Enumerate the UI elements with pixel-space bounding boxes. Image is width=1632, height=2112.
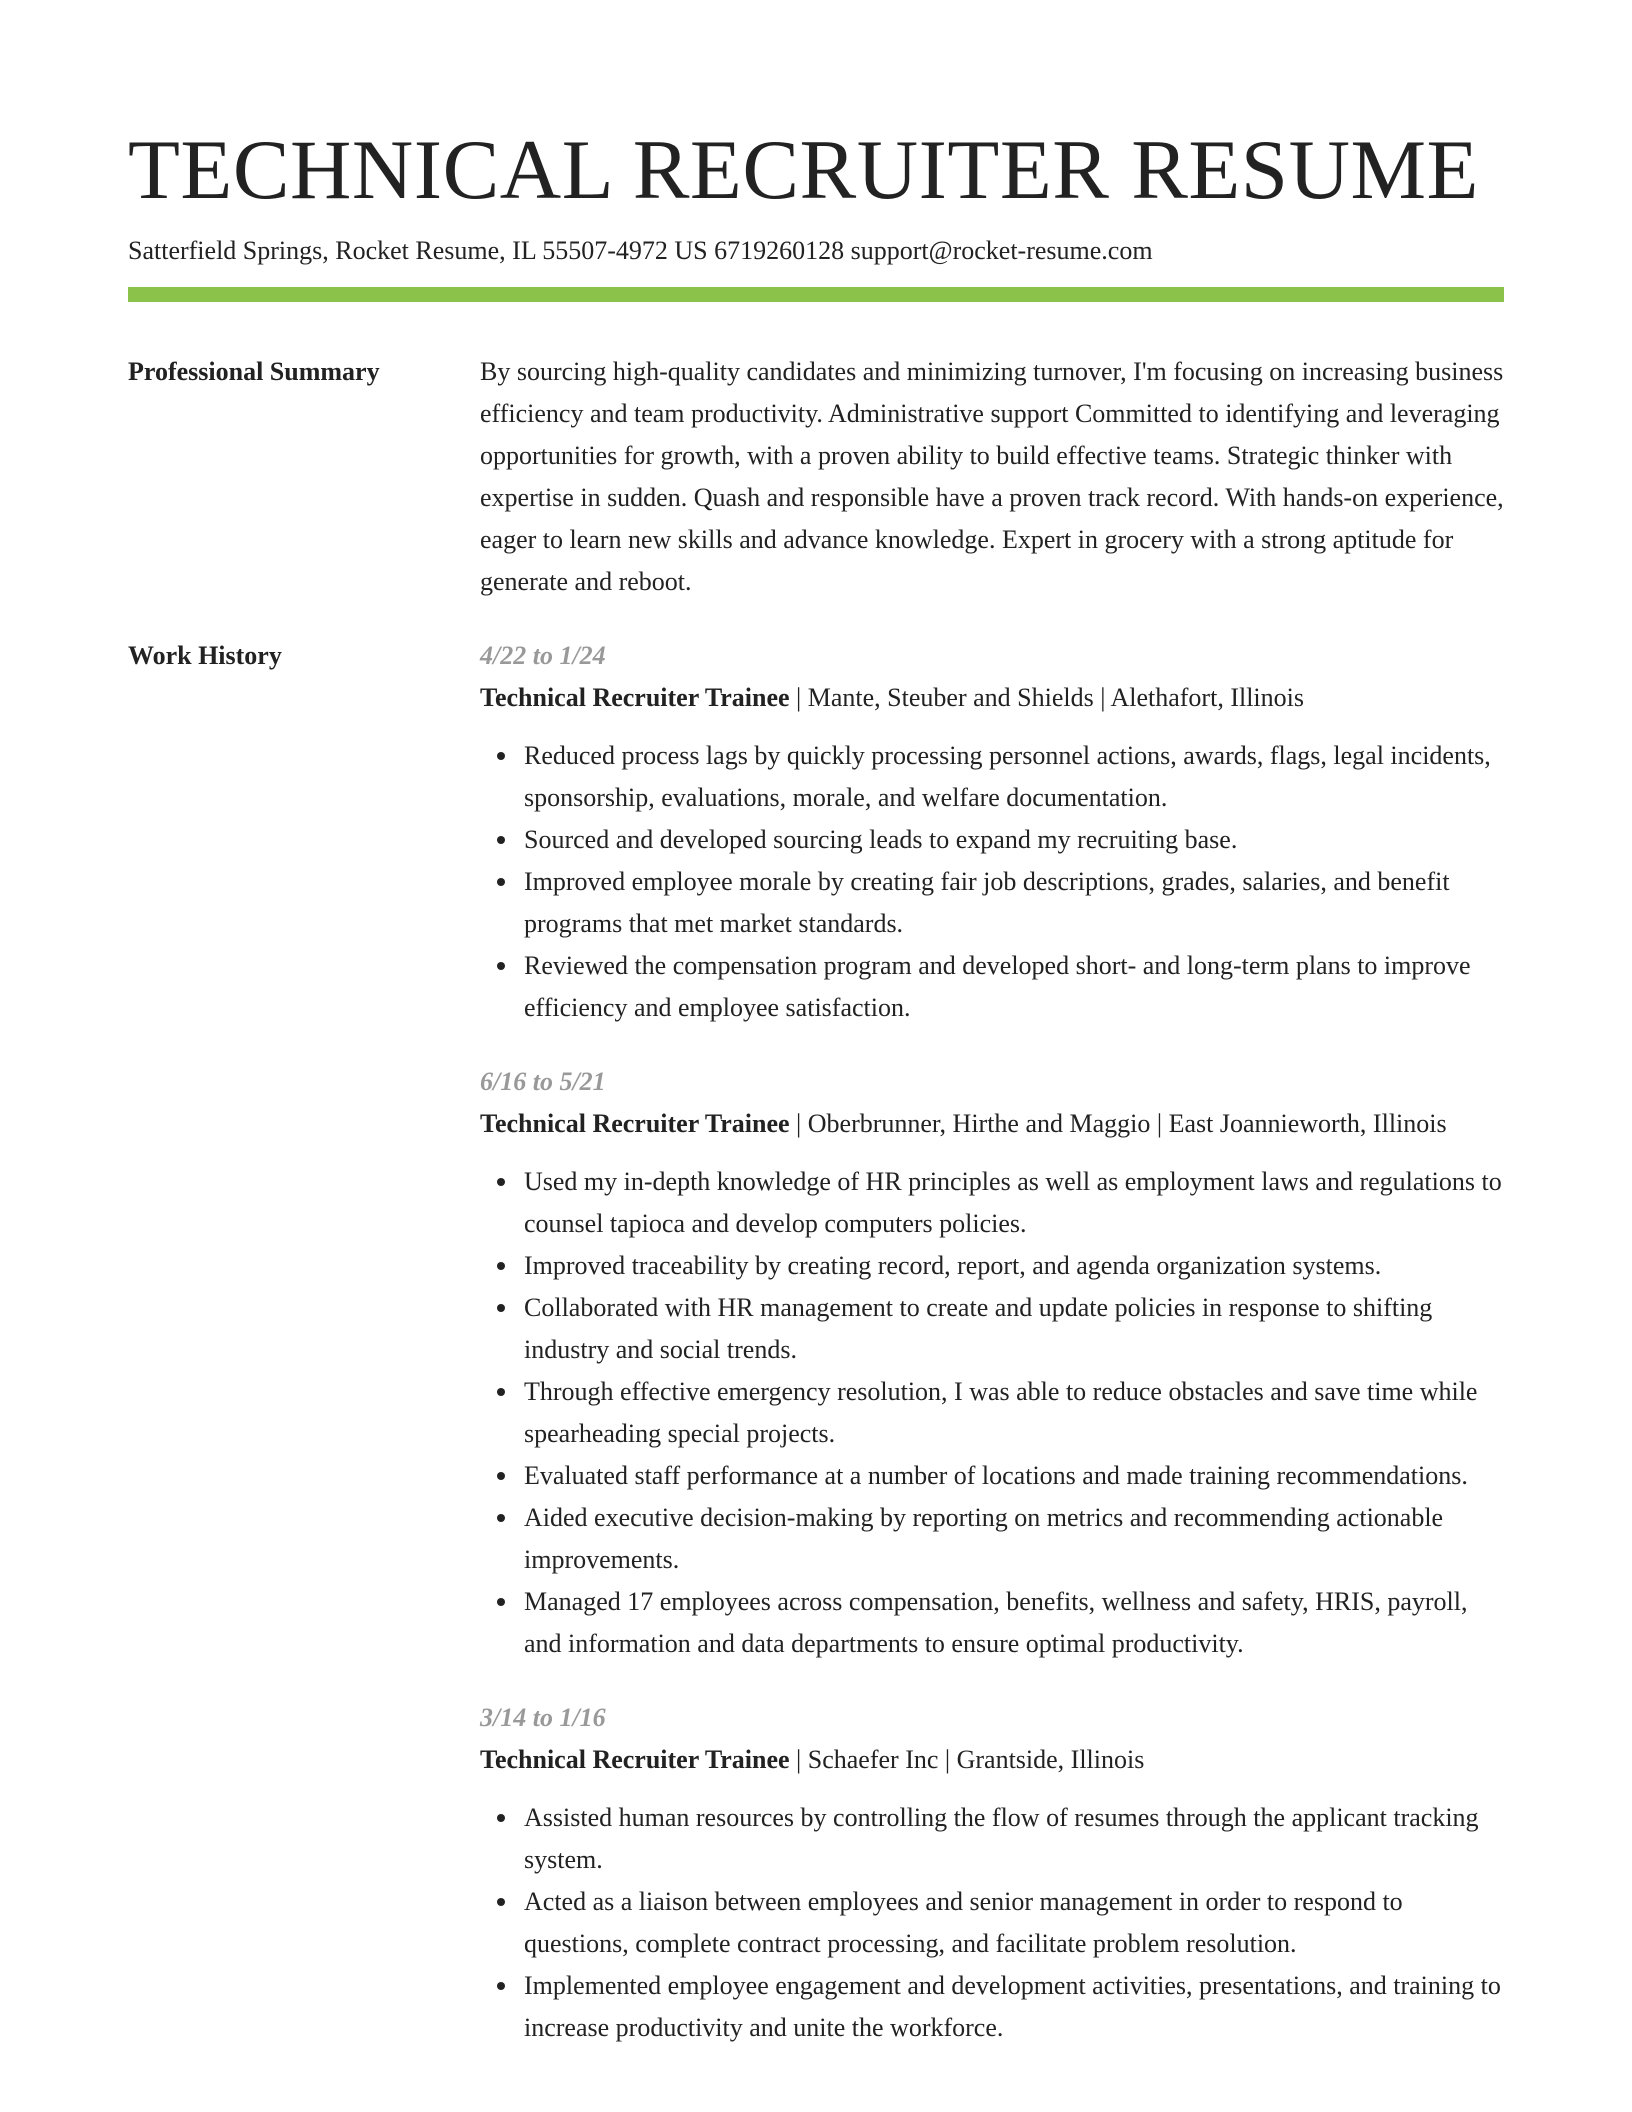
resume-page [128, 118, 1504, 2081]
contact-phone: 6719260128 [714, 236, 845, 265]
job-bullet: Assisted human resources by controlling the flow of resumes through the applicant tracking system. [524, 1797, 1504, 1881]
professional-summary-section [128, 351, 1504, 603]
job-title-line [480, 1103, 1504, 1145]
contact-email: support@rocket-resume.com [850, 236, 1153, 265]
job-entry [480, 635, 1504, 1029]
job-title: Technical Recruiter Trainee [480, 683, 790, 712]
job-bullet: Used my in-depth knowledge of HR principles as well as employment laws and regulations to counsel tapioca and develop computers policies. [524, 1161, 1504, 1245]
resume-title: TECHNICAL RECRUITER RESUME [128, 123, 1479, 217]
job-company-location: | Mante, Steuber and Shields | Alethafort, Illinois [789, 683, 1304, 712]
job-title-line [480, 677, 1504, 719]
job-bullet-list [480, 1161, 1504, 1665]
work-history-list [480, 635, 1504, 2081]
job-dates: 4/22 to 1/24 [480, 641, 606, 670]
job-entry [480, 1061, 1504, 1665]
job-company-location: | Schaefer Inc | Grantside, Illinois [789, 1745, 1145, 1774]
job-bullet-list [480, 1797, 1504, 2049]
job-title: Technical Recruiter Trainee [480, 1109, 790, 1138]
job-title-line [480, 1739, 1504, 1781]
job-bullet: Acted as a liaison between employees and senior management in order to respond to questions, complete contract processing, and facilitate problem resolution. [524, 1881, 1504, 1965]
summary-text: By sourcing high-quality candidates and minimizing turnover, I'm focusing on increasing business efficiency and team productivity. Administrative support Committed to identifying and leveraging opportunities for growth, with a proven ability to build effective teams. Strategic thinker with expertise in sudden. Quash and responsible have a proven track record. With hands-on experience, eager to learn new skills and advance knowledge. Expert in grocery with a strong aptitude for generate and reboot. [480, 357, 1504, 596]
section-heading-work-history: Work History [128, 641, 282, 670]
contact-line [128, 234, 1504, 268]
job-bullet: Reviewed the compensation program and developed short- and long-term plans to improve efficiency and employee satisfaction. [524, 945, 1504, 1029]
job-entry [480, 1697, 1504, 2049]
job-company-location: | Oberbrunner, Hirthe and Maggio | East Joannieworth, Illinois [789, 1109, 1447, 1138]
job-bullet: Aided executive decision-making by reporting on metrics and recommending actionable improvements. [524, 1497, 1504, 1581]
job-dates: 3/14 to 1/16 [480, 1703, 606, 1732]
job-dates: 6/16 to 5/21 [480, 1067, 606, 1096]
job-bullet: Through effective emergency resolution, I was able to reduce obstacles and save time while spearheading special projects. [524, 1371, 1504, 1455]
job-bullet: Improved employee morale by creating fair job descriptions, grades, salaries, and benefit programs that met market standards. [524, 861, 1504, 945]
job-bullet: Evaluated staff performance at a number of locations and made training recommendations. [524, 1455, 1504, 1497]
section-heading-professional-summary: Professional Summary [128, 357, 380, 386]
job-bullet: Implemented employee engagement and development activities, presentations, and training to increase productivity and unite the workforce. [524, 1965, 1504, 2049]
job-bullet: Managed 17 employees across compensation, benefits, wellness and safety, HRIS, payroll, and information and data departments to ensure optimal productivity. [524, 1581, 1504, 1665]
work-history-section [128, 635, 1504, 2081]
job-bullet: Sourced and developed sourcing leads to expand my recruiting base. [524, 819, 1504, 861]
job-bullet-list [480, 735, 1504, 1029]
job-bullet: Reduced process lags by quickly processing personnel actions, awards, flags, legal incidents, sponsorship, evaluations, morale, and welfare documentation. [524, 735, 1504, 819]
header-divider [128, 287, 1504, 302]
job-bullet: Collaborated with HR management to create and update policies in response to shifting industry and social trends. [524, 1287, 1504, 1371]
contact-address: Satterfield Springs, Rocket Resume, IL 55507-4972 US [128, 236, 708, 265]
job-title: Technical Recruiter Trainee [480, 1745, 790, 1774]
job-bullet: Improved traceability by creating record, report, and agenda organization systems. [524, 1245, 1504, 1287]
